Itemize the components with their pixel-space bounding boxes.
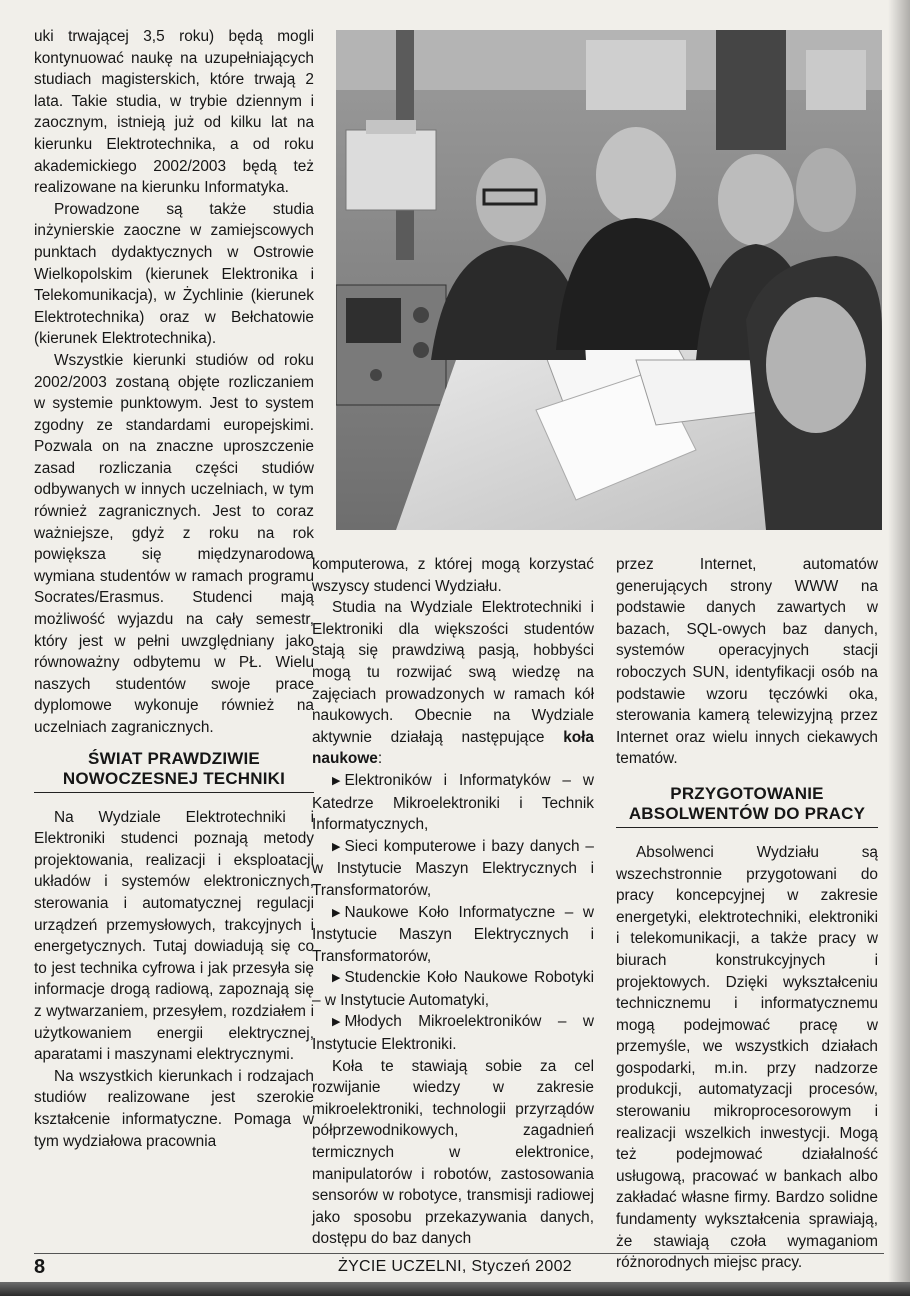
- footer-publication: [338, 1258, 572, 1276]
- list-item-text: Elektroników i Informatyków – w Katedrze Mikroelektroniki i Technik Informatycznych,: [312, 771, 594, 834]
- section-heading-graduates: [616, 784, 878, 828]
- paragraph: Koła te stawiają sobie za cel rozwijanie wiedzy w zakresie mikroelektroniki, technologii przyrządów półprzewodnikowych, zagadnień termicznych w elektronice, manipulatorów i robotów, zastosowania sensorów w robotyce, transmisji radiowej jako sposobu przekazywania danych, dostępu do baz danych: [312, 1057, 594, 1248]
- paragraph: Na Wydziale Elektrotechniki i Elektroniki studenci poznają metody projektowania, realizacji i eksploatacji układów i systemów elektronicznych, sterowania i automatycznej regulacji urządzeń przemysłowych, trakcyjnych i energetycznych. Tutaj dowiadują się co to jest technika cyfrowa i jak przesyła się informacje drogą radiową, zapoznają się z wytwarzaniem, przesyłem, rozdziałem i użytkowaniem energii elektrycznej, aparatami i maszynami elektrycznymi.: [34, 808, 314, 1064]
- triangle-bullet-icon: ▶: [332, 840, 341, 853]
- punctuation: :: [377, 750, 383, 768]
- heading-line: NOWOCZESNEJ TECHNIKI: [34, 769, 314, 793]
- list-item-text: Studenckie Koło Naukowe Robotyki – w Instytucie Automatyki,: [312, 969, 594, 1009]
- paragraph: Prowadzone są także studia inżynierskie zaoczne w zamiejscowych punktach dydaktycznych w Ostrowie Wielkopolskim (kierunek Elektronika i Telekomunikacja), w Żychlinie (kierunek Elektrotechnika) oraz w Bełchatowie (kierunek Elektrotechnika).: [34, 200, 314, 348]
- paragraph: Na wszystkich kierunkach i rodzajach studiów realizowane jest szerokie kształcenie informatyczne. Pomaga w tym wydziałowa pracownia: [34, 1067, 314, 1150]
- scan-bottom-edge: [0, 1282, 910, 1296]
- list-item-text: Naukowe Koło Informatyczne – w Instytucie Maszyn Elektrycznych i Transformatorów,: [312, 903, 594, 965]
- heading-line: ŚWIAT PRAWDZIWIE: [88, 748, 260, 768]
- article-column-2: [312, 554, 594, 1250]
- paragraph: Absolwenci Wydziału są wszechstronnie przygotowani do pracy koncepcyjnej w zakresie energetyki, elektrotechniki, elektroniki i telekomunikacji, a także pracy w biurach konstrukcyjnych i projektowych. Dzięki wykształceniu technicznemu i informatycznemu mogą podejmować pracę w przemyśle, we wszystkich działach gospodarki, m.in. przy nadzorze produkcji, automatyzacji procesów, sterowaniu mikroprocesorowym i realizacji wszelkich inwestycji. Mogą też podejmować działalność usługową, pracować w bankach albo zakładać własne firmy. Bardzo solidne fundamenty wykształcenia sprawiają, że stawiają czoła wymaganiom różnorodnych miejsc pracy.: [616, 843, 878, 1272]
- triangle-bullet-icon: ▶: [332, 1016, 341, 1029]
- photo-illustration: [336, 30, 882, 530]
- list-item: [312, 967, 594, 1011]
- triangle-bullet-icon: ▶: [332, 774, 341, 787]
- paragraph: przez Internet, automatów generujących strony WWW na podstawie danych zawartych w bazach, SQL-owych baz danych, systemów operacyjnych stacji roboczych SUN, identyfikacji osób na podstawie wzoru tęczówki oka, sterowania kamerą telewizyjną przez Internet oraz wielu innych ciekawych tematów.: [616, 556, 878, 768]
- paragraph: uki trwającej 3,5 roku) będą mogli kontynuować naukę na uzupełniających studiach magisterskich, które trwają 2 lata. Takie studia, w trybie dziennym i zaocznym, istnieją już od kilku lat na kierunku Elektrotechnika, a od roku akademickiego 2002/2003 będą też realizowane na kierunku Informatyka.: [34, 28, 314, 197]
- students-photo: [336, 30, 882, 530]
- triangle-bullet-icon: ▶: [332, 972, 341, 985]
- publication-title: ŻYCIE UCZELNI,: [338, 1258, 467, 1275]
- paragraph: [312, 597, 594, 770]
- page-number: 8: [34, 1256, 46, 1278]
- publication-date: Styczeń 2002: [471, 1258, 572, 1275]
- footer-divider: [34, 1253, 884, 1254]
- list-item: [312, 770, 594, 836]
- article-column-1: [34, 26, 314, 1152]
- bold-term: koła naukowe: [312, 728, 594, 768]
- section-heading-technology: [34, 749, 314, 793]
- list-item: [312, 902, 594, 968]
- heading-line: PRZYGOTOWANIE: [670, 783, 824, 803]
- list-item-text: Sieci komputerowe i bazy danych – w Instytucie Maszyn Elektrycznych i Transformatorów,: [312, 837, 594, 899]
- paragraph: komputerowa, z której mogą korzystać wszyscy studenci Wydziału.: [312, 556, 594, 595]
- page-edge-shadow: [888, 0, 910, 1296]
- article-column-3: [616, 554, 878, 1274]
- heading-line: ABSOLWENTÓW DO PRACY: [616, 804, 878, 828]
- paragraph-text: Studia na Wydziale Elektrotechniki i Elektroniki dla większości studentów stają się prawdziwą pasją, hobbyści mogą tu rozwijać swą wiedzę na zajęciach prowadzonych w ramach kół naukowych. Obecnie na Wydziale aktywnie działają następujące: [312, 599, 594, 746]
- list-item: [312, 1011, 594, 1055]
- triangle-bullet-icon: ▶: [332, 906, 341, 919]
- list-item: [312, 836, 594, 902]
- paragraph: Wszystkie kierunki studiów od roku 2002/2003 zostaną objęte rozliczaniem w systemie punktowym. Jest to system zgodny ze standardami europejskimi. Pozwala on na znaczne uproszczenie zasad rozliczania części studiów odbywanych w innych uczelniach, w tym również zagranicznych. Jest to coraz ważniejsze, gdyż z roku na rok powiększa się międzynarodowa wymiana studentów w ramach programu Socrates/Erasmus. Studenci mają możliwość wyjazdu na cały semestr, który jest w pełni uwzględniany jako równoważny odbytemu w PŁ. Wielu naszych studentów swoje prace dyplomowe wykonuje również na uczelniach zagranicznych.: [34, 351, 314, 736]
- list-item-text: Młodych Mikroelektroników – w Instytucie Elektroniki.: [312, 1013, 594, 1054]
